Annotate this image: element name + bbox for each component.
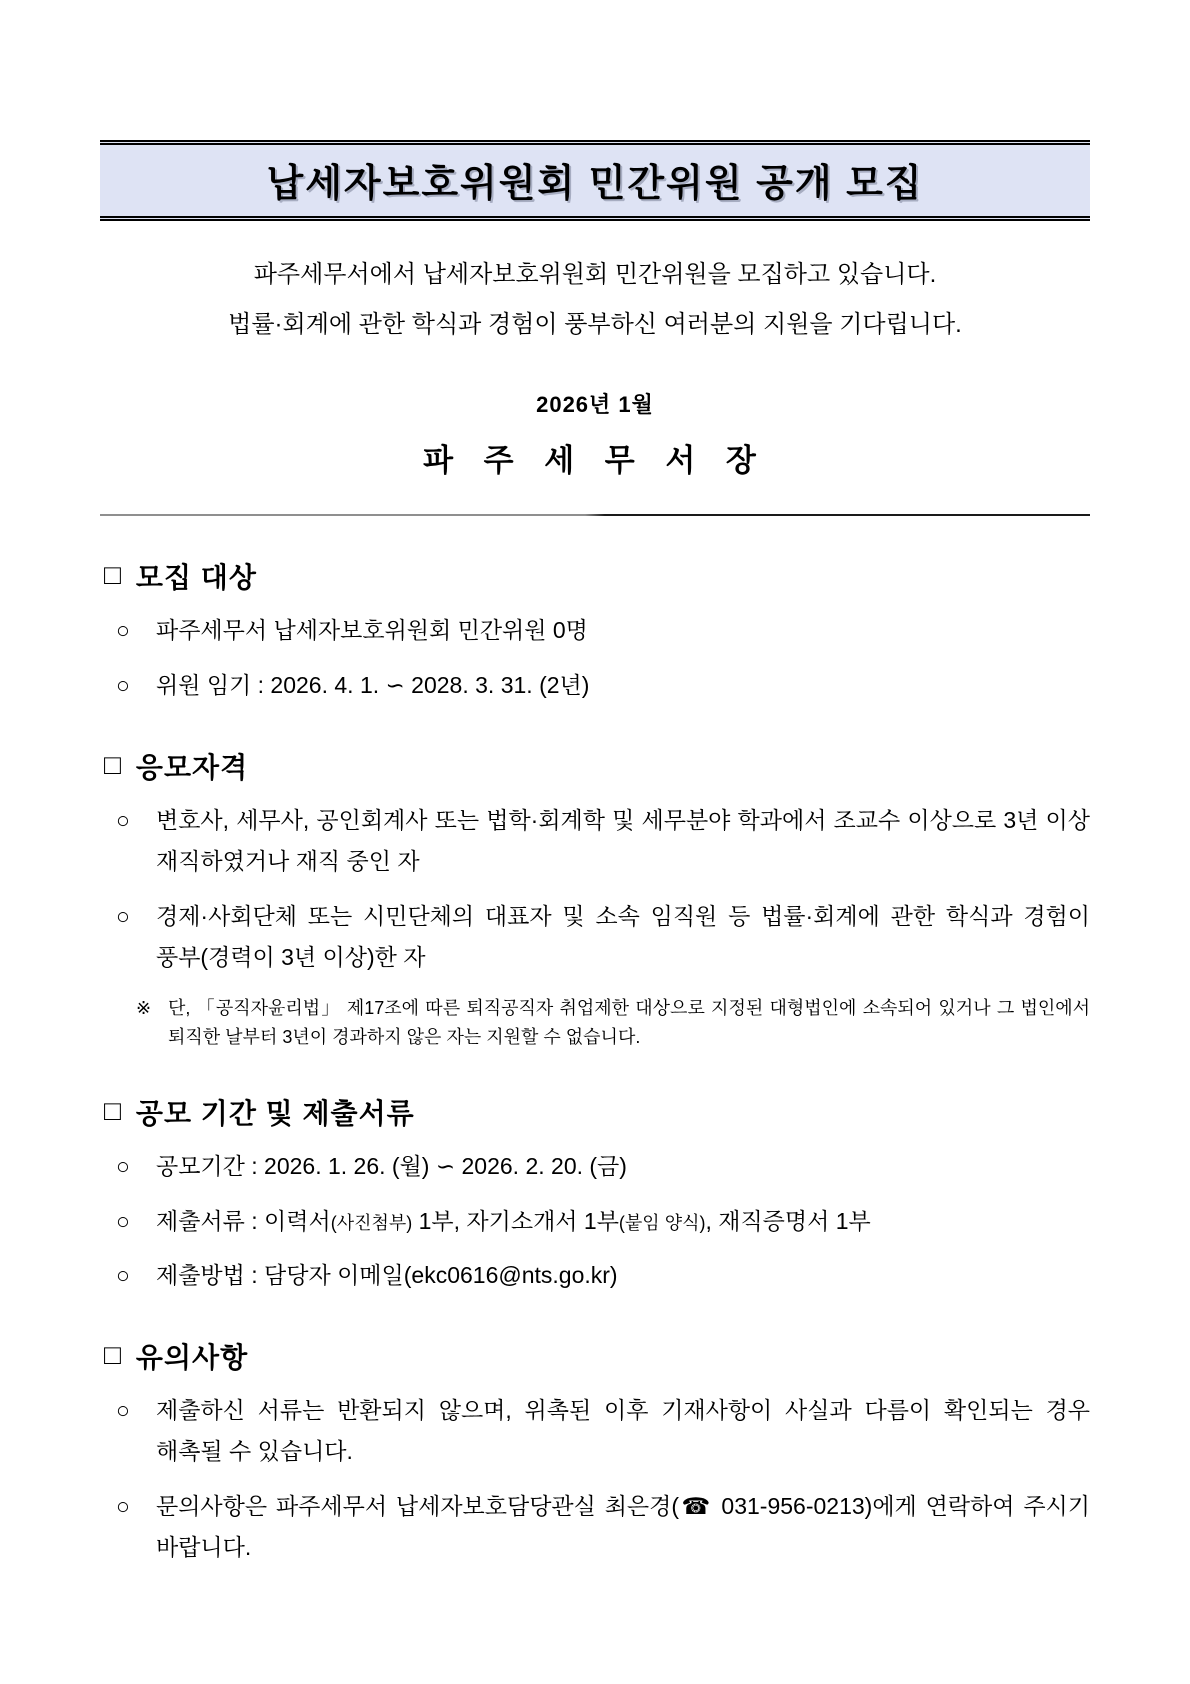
section-title: 공모 기간 및 제출서류 <box>135 1097 415 1129</box>
section-heading <box>100 1092 1090 1132</box>
item-text: 제출방법 : 담당자 이메일(ekc0616@nts.go.kr) <box>156 1262 618 1289</box>
item-text: 제출하신 서류는 반환되지 않으며, 위촉된 이후 기재사항이 사실과 다름이 확인되는 경우 해촉될 수 있습니다. <box>156 1397 1090 1465</box>
circle-bullet-icon: ○ <box>116 1207 130 1234</box>
square-bullet-icon: □ <box>104 1094 122 1126</box>
item-text: 경제·사회단체 또는 시민단체의 대표자 및 소속 임직원 등 법률·회계에 관한 학식과 경험이 풍부(경력이 3년 이상)한 자 <box>156 903 1090 971</box>
item-text <box>156 1201 1090 1242</box>
section-heading <box>100 1336 1090 1376</box>
section-qualifications <box>100 746 1090 1051</box>
docs-part-small: (붙임 양식) <box>618 1212 706 1233</box>
list-item <box>100 610 1090 651</box>
item-text: 문의사항은 파주세무서 납세자보호담당관실 최은경(☎ 031-956-0213)에게 연락하여 주시기 바랍니다. <box>156 1493 1090 1561</box>
circle-bullet-icon: ○ <box>116 1493 130 1520</box>
item-text: 공모기간 : 2026. 1. 26. (월) ∽ 2026. 2. 20. (금) <box>156 1152 627 1179</box>
title-banner <box>100 140 1090 221</box>
issuer-title: 파 주 세 무 서 장 <box>423 443 767 479</box>
docs-part: , 재직증명서 1부 <box>705 1207 871 1234</box>
item-text: 파주세무서 납세자보호위원회 민간위원 0명 <box>156 617 588 644</box>
docs-part-small: (사진첨부) <box>330 1212 413 1233</box>
list-item <box>100 800 1090 882</box>
section-title: 응모자격 <box>135 752 249 784</box>
intro-line-2: 법률·회계에 관한 학식과 경험이 풍부하신 여러분의 지원을 기다립니다. <box>228 311 962 339</box>
list-item <box>100 1146 1090 1187</box>
circle-bullet-icon: ○ <box>116 672 130 699</box>
list-item <box>100 1390 1090 1472</box>
circle-bullet-icon: ○ <box>116 807 130 834</box>
section-period-documents <box>100 1092 1090 1297</box>
section-title: 유의사항 <box>135 1342 249 1374</box>
document-date: 2026년 1월 <box>536 392 654 418</box>
intro-line-1: 파주세무서에서 납세자보호위원회 민간위원을 모집하고 있습니다. <box>253 261 937 288</box>
section-recruit-target <box>100 556 1090 706</box>
list-item <box>100 896 1090 978</box>
circle-bullet-icon: ○ <box>116 617 130 644</box>
note-text: 단, 「공직자윤리법」 제17조에 따른 퇴직공직자 취업제한 대상으로 지정된 대형법인에 소속되어 있거나 그 법인에서 퇴직한 날부터 3년이 경과하지 않은 자는 지원할 수 없습니다. <box>168 998 1090 1047</box>
list-item <box>100 1201 1090 1242</box>
section-cautions <box>100 1336 1090 1568</box>
list-item <box>100 1486 1090 1568</box>
circle-bullet-icon: ○ <box>116 1262 130 1289</box>
section-title: 모집 대상 <box>135 562 257 594</box>
circle-bullet-icon: ○ <box>116 1152 130 1179</box>
square-bullet-icon: □ <box>104 749 122 781</box>
square-bullet-icon: □ <box>104 1339 122 1371</box>
square-bullet-icon: □ <box>104 559 122 591</box>
section-heading <box>100 556 1090 596</box>
docs-part: 1부, 자기소개서 1부 <box>412 1207 619 1234</box>
document-page <box>100 140 1090 1568</box>
section-heading <box>100 746 1090 786</box>
list-item <box>100 665 1090 706</box>
reference-mark-icon: ※ <box>136 998 152 1018</box>
legal-note <box>100 994 1090 1052</box>
circle-bullet-icon: ○ <box>116 1397 130 1424</box>
docs-part: 제출서류 : 이력서 <box>156 1207 331 1234</box>
list-item <box>100 1255 1090 1296</box>
section-divider <box>100 514 1090 516</box>
document-title: 납세자보호위원회 민간위원 공개 모집 <box>266 163 924 205</box>
circle-bullet-icon: ○ <box>116 903 130 930</box>
item-text: 위원 임기 : 2026. 4. 1. ∽ 2028. 3. 31. (2년) <box>156 672 590 699</box>
item-text: 변호사, 세무사, 공인회계사 또는 법학·회계학 및 세무분야 학과에서 조교수 이상으로 3년 이상 재직하였거나 재직 중인 자 <box>156 807 1090 875</box>
